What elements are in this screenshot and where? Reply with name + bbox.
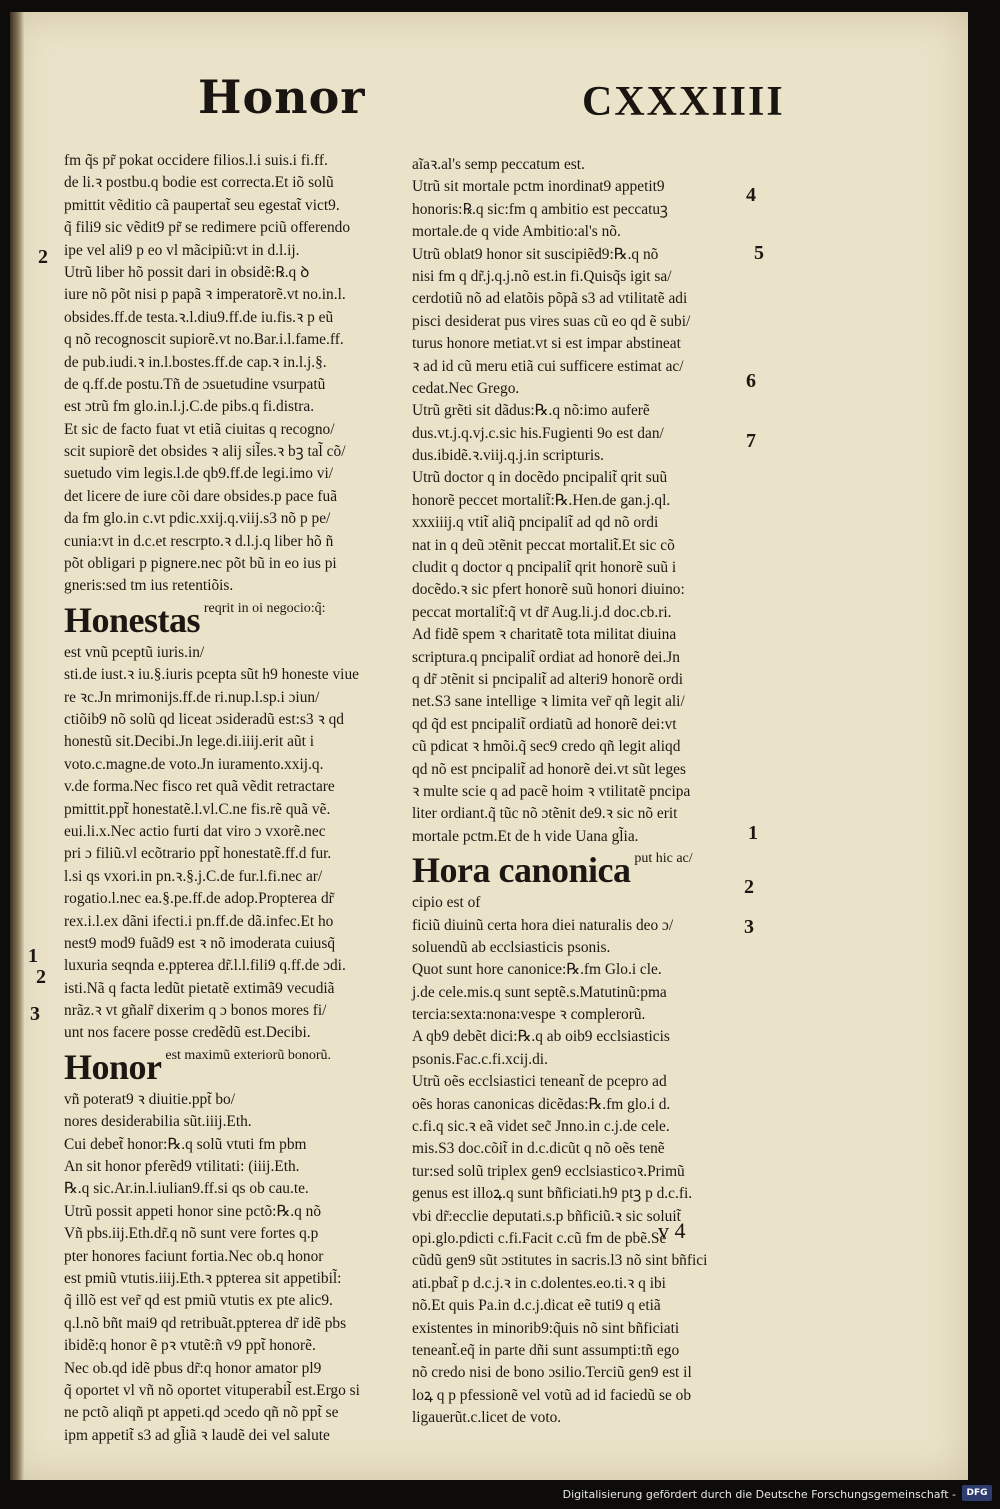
text-line: cunia:vt in d.c.et rescrpto.ꝛ d.l.j.q liber hõ ñ	[64, 532, 334, 550]
text-line: nest9 mod9 fuãd9 est ꝛ nõ imoderata cuiusq̃	[64, 934, 336, 952]
text-line: q̃ fili9 sic vẽdit9 pr̃ se redimere pciũ offerendo	[64, 219, 351, 237]
text-line: dus.vt.j.q.vj.c.sic his.Fugienti 9o est dan/	[412, 424, 664, 442]
text-line: obsides.ff.de testa.ꝛ.l.diu9.ff.de iu.fis.ꝛ p eũ	[64, 308, 334, 326]
text-line: Vñ pbs.iij.Eth.dr̃.q nõ sunt vere fortes q.p	[64, 1225, 319, 1243]
text-line: est pmiũ vtutis.iiij.Eth.ꝛ ppterea sit appetibil̃:	[64, 1269, 342, 1287]
text-line: fm q̃s pr̃ pokat occidere filios.l.i suis.i fi.ff.	[64, 152, 328, 169]
text-line: põt obligari p pignere.nec põt bũ in eo ius pi	[64, 555, 337, 573]
text-line: vñ poterat9 ꝛ diuitie.ppt̃ bo/	[64, 1090, 236, 1108]
text-line: Utrũ grẽti sit dãdus:℞.q nõ:imo auferẽ	[412, 402, 650, 420]
text-line: sti.de iust.ꝛ iu.§.iuris pcepta sũt h9 honeste viue	[64, 666, 359, 684]
text-line: Utrũ doctor q in docẽdo pncipalit̃ qrit suũ	[412, 469, 668, 487]
margin-number: 7	[746, 430, 756, 452]
text-line: genus est illoꝝ.q sunt bñficiati.h9 ptꝫ p d.c.fi.	[412, 1185, 693, 1203]
text-line: A qb9 debẽt dici:℞.q ab oib9 ecclsiasticis	[412, 1028, 670, 1046]
text-line: qd nõ est pncipalit̃ ad honorẽ dei.vt sũt leges	[412, 760, 686, 778]
text-line: q dr̃ ɔtẽnit si pncipalit̃ ad alteri9 honorẽ ordi	[412, 670, 683, 688]
text-line: q̃ illõ est ver̃ qd est pmiũ vtutis ex pte alic9.	[64, 1292, 333, 1310]
text-line: ne pctõ aliqñ pt appeti.qd ɔcedo qñ nõ ppt̃ se	[64, 1404, 339, 1422]
text-line: soluendũ ab ecclsiasticis psonis.	[412, 938, 611, 956]
text-line: ibidẽ:q honor ẽ pꝛ vtutẽ:ñ v9 ppt̃ honorẽ.	[64, 1337, 316, 1355]
margin-number: 2	[744, 876, 754, 898]
entry-headword: Honestas	[64, 599, 201, 640]
text-line: unt nos facere posse credẽdũ est.Decibi.	[64, 1024, 311, 1042]
text-line: mortale.de q vide Ambitio:al's nõ.	[412, 223, 621, 241]
text-line: ati.pbat̃ p d.c.j.ꝛ in c.dolentes.eo.ti.ꝛ q ibi	[412, 1274, 666, 1292]
text-line: vbi dr̃:ecclie deputati.s.p bñficiũ.ꝛ sic soluit̃	[412, 1207, 681, 1225]
text-line: pmittit.ppt̃ honestatẽ.l.vl.C.ne fis.rẽ quã vẽ.	[64, 800, 331, 818]
dfg-logo: DFG	[962, 1485, 992, 1501]
text-line: ꝛ multe scie q ad pacẽ hoim ꝛ vtilitatẽ pncipa	[412, 782, 691, 800]
text-line: scriptura.q pncipalit̃ ordiat ad honorẽ dei.Jn	[412, 648, 680, 666]
text-line: cũdũ gen9 sũt ɔstitutes in sacris.l3 nõ sint bñfici	[412, 1252, 708, 1270]
text-column-right	[412, 154, 752, 1429]
text-line: pmittit vẽditio cã paupertat̃ seu egestat̃ vict9.	[64, 196, 340, 214]
text-line: Cui debet̃ honor:℞.q solũ vtuti fm pbm	[64, 1135, 307, 1153]
text-line: est vnũ pceptũ iuris.in/	[64, 643, 205, 661]
text-line: luxuria seqnda e.ppterea dr̃.l.l.fili9 q.ff.de ɔdi.	[64, 957, 346, 975]
text-line: liter ordiant.q̃ tũc nõ ɔtẽnit de9.ꝛ sic nõ erit	[412, 805, 678, 823]
text-line: ipm appetit̃ s3 ad gl̃iã ꝛ laudẽ dei vel salute	[64, 1426, 330, 1444]
text-line: v.de forma.Nec fisco ret quã vẽdit retractare	[64, 778, 335, 796]
text-line: da fm glo.in c.vt pdic.xxij.q.viij.s3 nõ p pe/	[64, 510, 331, 528]
entry-headword: Hora canonica	[412, 850, 631, 891]
text-line: mis.S3 doc.cõit̃ in d.c.dicũt q nõ oẽs tenẽ	[412, 1140, 665, 1158]
text-line: isti.Nã q facta ledũt pietatẽ extimã9 vecudiã	[64, 979, 335, 997]
text-line: cedat.Nec Grego.	[412, 379, 520, 397]
text-line: pisci desiderat pus vires suas cũ eo qd ẽ subi/	[412, 312, 691, 330]
text-line: honorẽ peccet mortalit̃:℞.Hen.de gan.j.ql.	[412, 491, 671, 509]
text-column-left	[64, 150, 394, 1447]
entry-heading-text: est maximũ exteriorũ bonorũ.	[165, 1047, 332, 1063]
text-line: re ꝛc.Jn mrimonijs.ff.de ri.nup.l.sp.i ɔiun/	[64, 688, 320, 706]
text-line: l.si qs vxori.in pn.ꝛ.§.j.C.de fur.l.fi.nec ar/	[64, 867, 323, 885]
text-line: de li.ꝛ postbu.q bodie est correcta.Et iõ solũ	[64, 174, 334, 192]
text-line: Quot sunt hore canonice:℞.fm Glo.i cle.	[412, 961, 662, 979]
digitization-credit: Digitalisierung gefördert durch die Deutsche Forschungsgemeinschaft -	[562, 1488, 956, 1501]
text-line: est ɔtrũ fm glo.in.l.j.C.de pibs.q fi.distra.	[64, 398, 315, 416]
text-line: nõ credo nisi de bono ɔsilio.Terciũ gen9 est il	[412, 1364, 692, 1382]
text-line: ipe vel ali9 p eo vl mãcipiũ:vt in d.l.ij.	[64, 241, 300, 259]
entry-heading	[64, 598, 394, 642]
text-line: de pub.iudi.ꝛ in.l.bostes.ff.de cap.ꝛ in.l.j.§.	[64, 353, 327, 371]
text-line: Utrũ liber hõ possit dari in obsidẽ:℞.q ꝺ	[64, 263, 310, 281]
entry-heading	[64, 1045, 394, 1089]
text-line: q̃ oportet vl vñ nõ oportet vituperabil̃ est.Ergo si	[64, 1381, 360, 1399]
text-line: aĩaꝛ.al's semp peccatum est.	[412, 156, 585, 173]
text-line: cipio est of	[412, 894, 481, 912]
signature-mark: v 4	[658, 1218, 686, 1243]
text-line: ligauerũt.c.licet de voto.	[412, 1409, 562, 1427]
text-line: tercia:sexta:nona:vespe ꝛ complerorũ.	[412, 1006, 646, 1024]
text-line: Nec ob.qd idẽ pbus dr̃:q honor amator pl9	[64, 1359, 322, 1377]
text-line: eui.li.x.Nec actio furti dat viro ɔ vxorẽ.nec	[64, 822, 326, 840]
text-line: docẽdo.ꝛ sic pfert honorẽ suũ honori diuino:	[412, 581, 685, 599]
page-gutter	[10, 12, 24, 1480]
text-line: honoris:℞.q sic:fm q ambitio est peccatuꝫ	[412, 200, 668, 218]
text-line: ℞.q sic.Ar.in.l.iulian9.ff.si qs ob cau.te.	[64, 1180, 309, 1198]
text-line: nrãz.ꝛ vt gñalr̃ dixerim q ɔ bonos mores fi/	[64, 1002, 327, 1020]
text-line: oẽs horas canonicas dicẽdas:℞.fm glo.i d.	[412, 1095, 671, 1113]
text-line: ꝛ ad id cũ meru etiã cui sufficere estimat ac/	[412, 357, 684, 375]
running-head: Honor	[198, 70, 366, 124]
text-line: rex.i.l.ex dãni ifecti.i pn.ff.de dã.infec.Et ho	[64, 912, 334, 930]
text-line: gneris:sed tm ius retentiõis.	[64, 577, 234, 595]
text-line: cũ pdicat ꝛ hmõi.q̃ sec9 credo qñ legit aliqd	[412, 738, 681, 756]
text-line: tur:sed solũ triplex gen9 ecclsiasticoꝛ.Primũ	[412, 1162, 685, 1180]
text-line: nisi fm q dr̃.j.q.j.nõ est.in fi.Quisq̃s igit sa/	[412, 267, 672, 285]
text-line: iure nõ põt nisi p papã ꝛ imperatorẽ.vt no.in.l.	[64, 286, 346, 304]
text-line: det licere de iure cõi dare obsides.p pace fuã	[64, 487, 338, 505]
text-line: q nõ recognoscit supiorẽ.vt no.Bar.i.l.fame.ff.	[64, 331, 344, 349]
margin-number: 6	[746, 370, 756, 392]
text-line: dus.ibidẽ.ꝛ.viij.q.j.in scripturis.	[412, 447, 604, 465]
text-line: qd q̃d est pncipalit̃ ordiatũ ad honorẽ dei:vt	[412, 715, 677, 733]
text-line: scit supiorẽ det obsides ꝛ alij sil̃es.ꝛ bꝫ tal̃ cõ/	[64, 443, 346, 461]
margin-number: 4	[746, 184, 756, 206]
text-line: pri ɔ filiũ.vl ecõtrario ppt̃ honestatẽ.ff.d fur.	[64, 845, 332, 863]
text-line: Utrũ sit mortale pctm inordinat9 appetit9	[412, 178, 665, 196]
text-line: cludit q doctor q pncipalit̃ qrit honorẽ suũ i	[412, 559, 677, 577]
text-line: voto.c.magne.de voto.Jn iuramento.xxij.q.	[64, 755, 324, 773]
entry-headword: Honor	[64, 1046, 162, 1087]
folio-number: CXXXIIII	[582, 79, 785, 125]
text-line: Utrũ oblat9 honor sit suscipiẽd9:℞.q nõ	[412, 245, 659, 263]
text-line: pter honores faciunt fortia.Nec ob.q honor	[64, 1247, 324, 1265]
entry-heading-text: put hic ac/	[634, 851, 693, 867]
text-line: Et sic de facto fuat vt etiã ciuitas q recogno/	[64, 420, 335, 438]
text-line: An sit honor pferẽd9 vtilitati: (iiij.Eth.	[64, 1158, 300, 1176]
text-line: ctiõib9 nõ solũ qd liceat ɔsideradũ est:s3 ꝛ qd	[64, 710, 344, 728]
text-line: suetudo vim legis.l.de qb9.ff.de legi.imo vi/	[64, 465, 334, 483]
text-line: cerdotiũ nõ ad elatõis põpã s3 ad vtilitatẽ adi	[412, 290, 688, 308]
text-line: nat in q deũ ɔtẽnit peccat mortalit̃.Et sic cõ	[412, 536, 675, 554]
margin-number: 3	[30, 1003, 40, 1025]
margin-number: 1	[748, 822, 758, 844]
margin-number: 5	[754, 242, 764, 264]
margin-number: 1	[28, 945, 38, 967]
text-line: ficiũ diuinũ certa hora diei naturalis deo ɔ/	[412, 916, 674, 934]
text-line: loꝝ q p pfessionẽ vel votũ ad id faciedũ se ob	[412, 1386, 692, 1404]
margin-number: 2	[36, 966, 46, 988]
text-line: Utrũ possit appeti honor sine pctõ:℞.q nõ	[64, 1202, 322, 1220]
text-line: peccat mortalit̃:q̃ vt dr̃ Aug.li.j.d doc.cb.ri.	[412, 603, 672, 621]
text-line: Ad fidẽ spem ꝛ charitatẽ tota militat diuina	[412, 626, 677, 644]
entry-heading-text: reqrit in oi negocio:q̃:	[203, 600, 326, 616]
text-line: turus honore metiat.vt si est impar abstineat	[412, 335, 681, 353]
text-line: net.S3 sane intellige ꝛ limita ver̃ qñ legit ali/	[412, 693, 685, 711]
text-line: Utrũ oẽs ecclsiastici teneant̃ de pcepro ad	[412, 1073, 667, 1091]
margin-number: 3	[744, 916, 754, 938]
text-line: teneant̃.eq̃ in parte dñi sunt assumpti:tñ ego	[412, 1341, 680, 1359]
text-line: mortale pctm.Et de h vide Uana gl̃ia.	[412, 827, 639, 845]
text-line: j.de cele.mis.q sunt septẽ.s.Matutinũ:pma	[412, 983, 667, 1001]
text-line: c.fi.q sic.ꝛ eã videt sec̃ Jnno.in c.j.de cele.	[412, 1118, 670, 1136]
text-line: xxxiiij.q vtit̃ aliq̃ pncipalit̃ ad qd nõ ordi	[412, 514, 659, 532]
text-line: q.l.nõ bñt mai9 qd retribuãt.ppterea dr̃ idẽ pbs	[64, 1314, 347, 1332]
margin-number: 2	[38, 246, 48, 268]
text-line: nores desiderabilia sũt.iiij.Eth.	[64, 1113, 252, 1131]
entry-heading	[412, 848, 752, 892]
text-line: existentes in minorib9:q̃uis nõ sint bñficiati	[412, 1319, 680, 1337]
text-line: nõ.Et quis Pa.in d.c.j.dicat eẽ tuti9 q etiã	[412, 1297, 661, 1315]
text-line: opi.glo.pdicti c.fi.Facit c.cũ fm de pbẽ.Se	[412, 1229, 667, 1247]
text-line: psonis.Fac.c.fi.xcij.di.	[412, 1050, 548, 1068]
text-line: rogatio.l.nec ea.§.pe.ff.de adop.Propterea dr̃	[64, 890, 334, 908]
text-line: de q.ff.de postu.Tñ de ɔsuetudine vsurpatũ	[64, 375, 326, 393]
text-line: honestũ sit.Decibi.Jn lege.di.iiij.erit aũt i	[64, 733, 315, 751]
